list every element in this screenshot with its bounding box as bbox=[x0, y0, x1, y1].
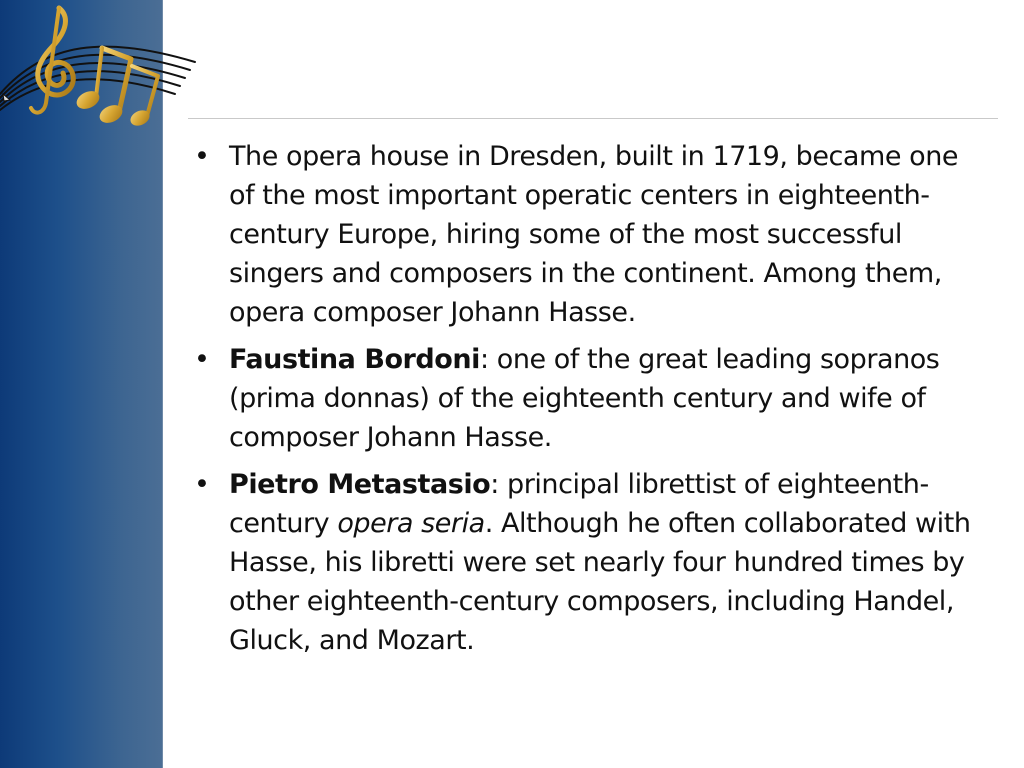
bullet-symbol: • bbox=[194, 469, 210, 500]
bullet-item-faustina-bordoni bbox=[190, 340, 990, 457]
bullet-italic-term: opera seria bbox=[337, 508, 485, 539]
bullet-text-before-italic: : principal librettist of eighteenth-century bbox=[229, 469, 929, 539]
bullet-text: : one of the great leading sopranos (prima donnas) of the eighteenth century and wife of composer Johann Hasse. bbox=[229, 344, 940, 453]
bullet-text: The opera house in Dresden, built in 1719, became one of the most important operatic centers in eighteenth-century Europe, hiring some of the most successful singers and composers in the continent. Among them, opera composer Johann Hasse. bbox=[229, 141, 959, 328]
bullet-symbol: • bbox=[194, 344, 210, 375]
bullet-bold-name: Pietro Metastasio bbox=[229, 469, 491, 500]
treble-clef-staff-notes-icon bbox=[0, 0, 200, 130]
bullet-text-after-italic: . Although he often collaborated with Hasse, his libretti were set nearly four hundred times by other eighteenth-century composers, including Handel, Gluck, and Mozart. bbox=[229, 508, 971, 656]
bullet-symbol: • bbox=[194, 141, 210, 172]
bullet-list bbox=[190, 137, 990, 668]
title-divider bbox=[188, 118, 998, 119]
bullet-bold-name: Faustina Bordoni bbox=[229, 344, 480, 375]
bullet-item-dresden-opera-house bbox=[190, 137, 990, 332]
bullet-item-pietro-metastasio bbox=[190, 465, 990, 660]
